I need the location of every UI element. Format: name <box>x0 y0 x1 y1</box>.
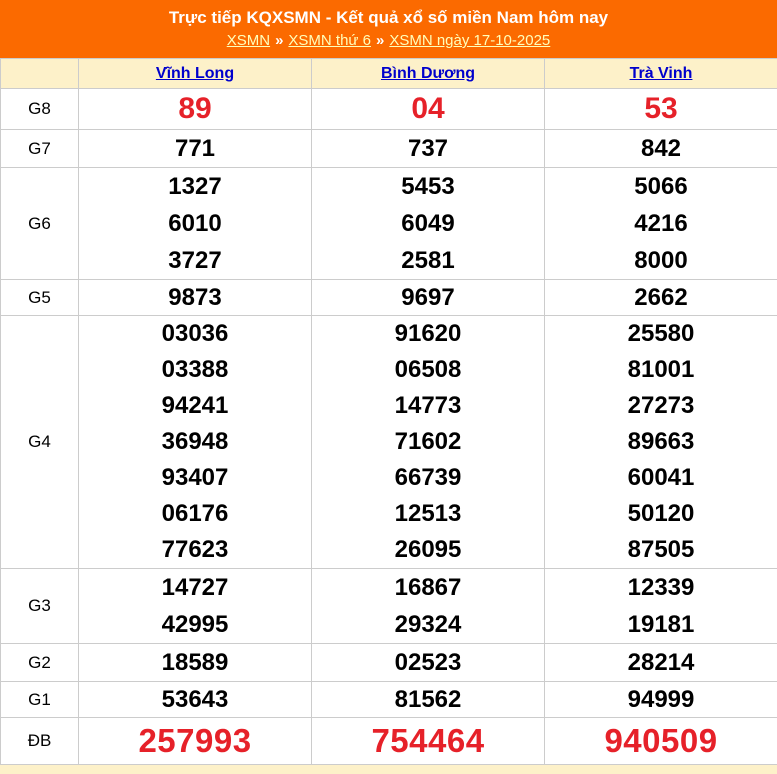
breadcrumb <box>0 32 777 50</box>
prize-number: 842 <box>545 130 777 167</box>
prize-number: 53643 <box>79 682 311 717</box>
prize-row-g8 <box>1 89 777 130</box>
prize-number: 93407 <box>79 460 311 496</box>
prize-number: 9697 <box>312 280 544 315</box>
prize-number: 02523 <box>312 644 544 681</box>
prize-label: G6 <box>1 168 79 280</box>
prize-number: 87505 <box>545 532 777 568</box>
breadcrumb-link-xsmn[interactable]: XSMN <box>227 32 270 49</box>
prize-number: 28214 <box>545 644 777 681</box>
prize-number: 2581 <box>312 242 544 279</box>
prize-number: 2662 <box>545 280 777 315</box>
corner-cell <box>1 59 79 89</box>
prize-number: 36948 <box>79 424 311 460</box>
prize-number: 6010 <box>79 205 311 242</box>
breadcrumb-link-xsmn-thu-6[interactable]: XSMN thứ 6 <box>288 32 371 49</box>
prize-label: G4 <box>1 316 79 569</box>
prize-number: 06176 <box>79 496 311 532</box>
prize-number: 257993 <box>79 718 311 764</box>
prize-label: G1 <box>1 682 79 718</box>
breadcrumb-separator: » <box>371 32 389 49</box>
prize-number: 12513 <box>312 496 544 532</box>
prize-number: 03036 <box>79 316 311 352</box>
province-header-tra-vinh <box>545 59 777 89</box>
prize-number: 940509 <box>545 718 777 764</box>
results-table <box>0 58 777 765</box>
prize-number: 9873 <box>79 280 311 315</box>
prize-row-g3 <box>1 569 777 644</box>
page-title: Trực tiếp KQXSMN - Kết quả xổ số miền Nam hôm nay <box>0 8 777 28</box>
prize-number: 89 <box>79 89 311 129</box>
prize-number: 66739 <box>312 460 544 496</box>
prize-number: 03388 <box>79 352 311 388</box>
prize-number: 91620 <box>312 316 544 352</box>
province-link-binh-duong[interactable]: Bình Dương <box>381 65 475 82</box>
prize-number: 27273 <box>545 388 777 424</box>
prize-label: G3 <box>1 569 79 644</box>
prize-number: 18589 <box>79 644 311 681</box>
prize-label: G8 <box>1 89 79 130</box>
prize-number: 737 <box>312 130 544 167</box>
province-header-vinh-long <box>79 59 312 89</box>
prize-row-g4 <box>1 316 777 569</box>
prize-number: 42995 <box>79 606 311 643</box>
prize-label: G7 <box>1 130 79 168</box>
prize-number: 26095 <box>312 532 544 568</box>
prize-number: 06508 <box>312 352 544 388</box>
prize-number: 6049 <box>312 205 544 242</box>
prize-number: 04 <box>312 89 544 129</box>
prize-row-g1 <box>1 682 777 718</box>
province-header-row <box>1 59 777 89</box>
prize-number: 5066 <box>545 168 777 205</box>
prize-number: 19181 <box>545 606 777 643</box>
header-band <box>0 0 777 58</box>
province-header-binh-duong <box>312 59 545 89</box>
prize-number: 81562 <box>312 682 544 717</box>
province-link-vinh-long[interactable]: Vĩnh Long <box>156 65 234 82</box>
prize-number: 81001 <box>545 352 777 388</box>
prize-row-g7 <box>1 130 777 168</box>
prize-number: 50120 <box>545 496 777 532</box>
prize-number: 14727 <box>79 569 311 606</box>
prize-number: 25580 <box>545 316 777 352</box>
prize-number: 60041 <box>545 460 777 496</box>
prize-number: 771 <box>79 130 311 167</box>
breadcrumb-link-xsmn-date[interactable]: XSMN ngày 17-10-2025 <box>389 32 550 49</box>
prize-number: 94999 <box>545 682 777 717</box>
prize-number: 89663 <box>545 424 777 460</box>
prize-number: 12339 <box>545 569 777 606</box>
prize-number: 14773 <box>312 388 544 424</box>
prize-number: 5453 <box>312 168 544 205</box>
prize-number: 29324 <box>312 606 544 643</box>
prize-number: 4216 <box>545 205 777 242</box>
prize-number: 94241 <box>79 388 311 424</box>
prize-number: 77623 <box>79 532 311 568</box>
prize-number: 1327 <box>79 168 311 205</box>
prize-label: ĐB <box>1 718 79 765</box>
prize-number: 8000 <box>545 242 777 279</box>
prize-number: 71602 <box>312 424 544 460</box>
breadcrumb-separator: » <box>270 32 288 49</box>
prize-row-db <box>1 718 777 765</box>
prize-number: 754464 <box>312 718 544 764</box>
prize-row-g2 <box>1 644 777 682</box>
prize-row-g6 <box>1 168 777 280</box>
province-link-tra-vinh[interactable]: Trà Vinh <box>630 65 693 82</box>
prize-label: G5 <box>1 280 79 316</box>
prize-label: G2 <box>1 644 79 682</box>
prize-number: 16867 <box>312 569 544 606</box>
prize-row-g5 <box>1 280 777 316</box>
prize-number: 53 <box>545 89 777 129</box>
prize-number: 3727 <box>79 242 311 279</box>
